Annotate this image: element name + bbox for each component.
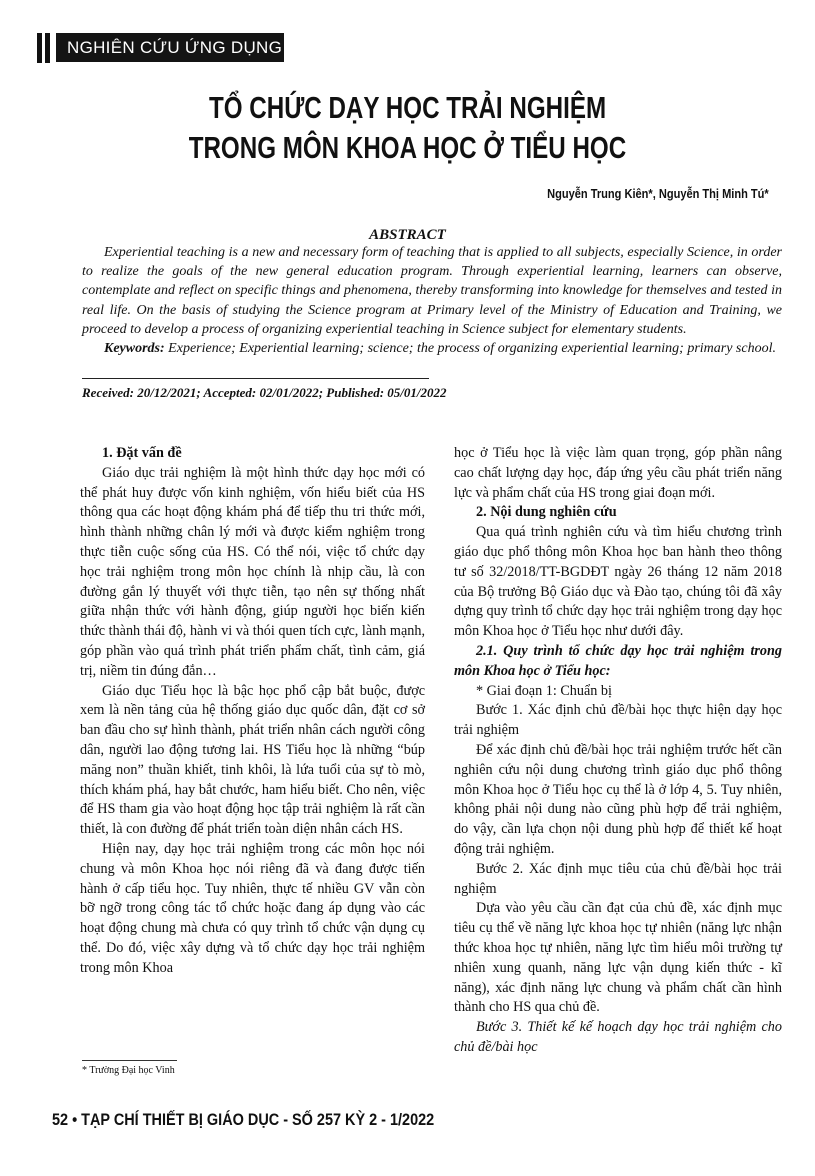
paragraph: Giáo dục trải nghiệm là một hình thức dạy học mới có thể phát huy được vốn kinh nghiệm, vốn hiểu biết của HS thông qua các hoạt động khám phá để tiếp thu tri thức mới, hình thành những chân lý mới và được kiểm nghiệm trong thực tiễn cuộc sống của HS. Có thể nói, việc tổ chức dạy học trải nghiệm trong môn học chính là nhịp cầu, là con đường gắn lý thuyết với thực tiễn, tạo nên sự thống nhất giữa nhận thức với hành động, giúp người học biến kiến thức thành thái độ, hành vi và thói quen tích cực, lành mạnh, góp phần vào quá trình phát triển phẩm chất, tình cảm, giá trị, niềm tin đúng đắn… xyxy=(80,464,425,679)
page-footer: 52 • TẠP CHÍ THIẾT BỊ GIÁO DỤC - SỐ 257 KỲ 2 - 1/2022 xyxy=(52,1110,435,1129)
paragraph: Giáo dục Tiểu học là bậc học phổ cập bắt buộc, được xem là nền tảng của hệ thống giáo dục quốc dân, đặt cơ sở ban đầu cho sự hình thành, phát triển nhân cách người công dân, người lao động tương lai. HS Tiểu học là những “búp măng non” thuần khiết, tinh khôi, là lứa tuổi của sự tò mò, thích khám phá, hay bắt chước, ham hiểu biết. Cho nên, việc để HS tham gia vào hoạt động học tập trải nghiệm là rất cần thiết, là con đường để phát triển toàn diện nhân cách HS. xyxy=(80,682,425,838)
abstract xyxy=(82,243,782,358)
keywords-text: Experience; Experiential learning; science; the process of organizing experiential learning; primary school. xyxy=(164,341,776,357)
section-marker-icon xyxy=(37,33,51,63)
keywords xyxy=(82,339,782,358)
step-label: Bước 3. Thiết kế kế hoạch dạy học trải nghiệm cho chủ đề/bài học xyxy=(454,1019,782,1055)
section-heading: 2. Nội dung nghiên cứu xyxy=(476,504,617,521)
footnote-divider xyxy=(82,1060,177,1061)
section-heading: 1. Đặt vấn đề xyxy=(102,445,182,461)
paragraph: Hiện nay, dạy học trải nghiệm trong các môn học nói chung và môn Khoa học nói riêng đã và đang được tiến hành ở cấp tiểu học. Tuy nhiên, thực tế nhiều GV vẫn còn bỡ ngỡ trong công tác tổ chức hoặc đang áp dụng vào các hoạt động chung mà chưa có quy trình tổ chức vận dụng cụ thể. Do đó, việc xây dựng và tổ chức dạy học trải nghiệm trong môn Khoa xyxy=(80,840,425,976)
subsection-heading: 2.1. Quy trình tổ chức dạy học trải nghiệm trong môn Khoa học ở Tiểu học: xyxy=(454,642,782,679)
title-line-2: TRONG MÔN KHOA HỌC Ở TIỂU HỌC xyxy=(188,130,627,165)
paragraph: Qua quá trình nghiên cứu và tìm hiểu chương trình giáo dục phổ thông môn Khoa học ban hành theo thông tư số 32/2018/TT-BGDĐT ngày 26 tháng 12 năm 2018 của Bộ trưởng Bộ Giáo dục và Đào tạo, chúng tôi đã xây dựng quy trình tổ chức dạy học trải nghiệm trong dạy học môn Khoa học ở Tiểu học như dưới đây. xyxy=(454,524,782,640)
paragraph: Dựa vào yêu cầu cần đạt của chủ đề, xác định mục tiêu cụ thể về năng lực khoa học tự nhiên (năng lực nhận thức khoa học tự nhiên, năng lực tìm hiểu môi trường tự nhiên xung quanh, năng lực vận dụng kiến thức - kĩ năng), xác định năng lực chung và phẩm chất cần hình thành cho HS qua chủ đề. xyxy=(454,900,782,1016)
right-column xyxy=(454,444,782,1058)
paragraph: Để xác định chủ đề/bài học trải nghiệm trước hết cần nghiên cứu nội dung chương trình giáo dục phổ thông môn Khoa học ở Tiểu học cụ thể là ở lớp 4, 5. Tuy nhiên, không phải nội dung nào cũng phù hợp để trải nghiệm, do vậy, cần lựa chọn nội dung phù hợp để thiết kế hoạt động trải nghiệm. xyxy=(454,741,782,857)
divider xyxy=(82,378,429,379)
keywords-label: Keywords: xyxy=(104,341,165,357)
title-line-1: TỔ CHỨC DẠY HỌC TRẢI NGHIỆM xyxy=(208,90,607,125)
paragraph: học ở Tiểu học là việc làm quan trọng, góp phần nâng cao chất lượng dạy học, đáp ứng yêu cầu phát triển năng lực và phẩm chất của HS trong giai đoạn mới. xyxy=(454,445,782,501)
authors: Nguyễn Trung Kiên*, Nguyễn Thị Minh Tú* xyxy=(547,186,769,201)
step-label: Bước 2. Xác định mục tiêu của chủ đề/bài học trải nghiệm xyxy=(454,860,782,897)
section-label: NGHIÊN CỨU ỨNG DỤNG xyxy=(56,33,284,62)
abstract-heading: ABSTRACT xyxy=(369,227,446,243)
left-column xyxy=(80,444,425,979)
stage-label: * Giai đoạn 1: Chuẩn bị xyxy=(476,682,612,699)
footnote: * Trường Đại học Vinh xyxy=(82,1065,175,1076)
article-title xyxy=(0,88,815,168)
step-label: Bước 1. Xác định chủ đề/bài học thực hiện dạy học trải nghiệm xyxy=(454,702,782,739)
publication-dates: Received: 20/12/2021; Accepted: 02/01/2022; Published: 05/01/2022 xyxy=(82,385,447,400)
abstract-text: Experiential teaching is a new and necessary form of teaching that is applied to all subjects, especially Science, in order to realize the goals of the new general education program. Through experiential learning, learners can observe, contemplate and reflect on specific things and phenomena, thereby transforming into knowledge for themselves and tested in real life. On the basis of studying the Science program at Primary level of the Ministry of Education and Training, we proceed to develop a process of organizing experiential teaching in Science subject for elementary students. xyxy=(82,245,782,337)
